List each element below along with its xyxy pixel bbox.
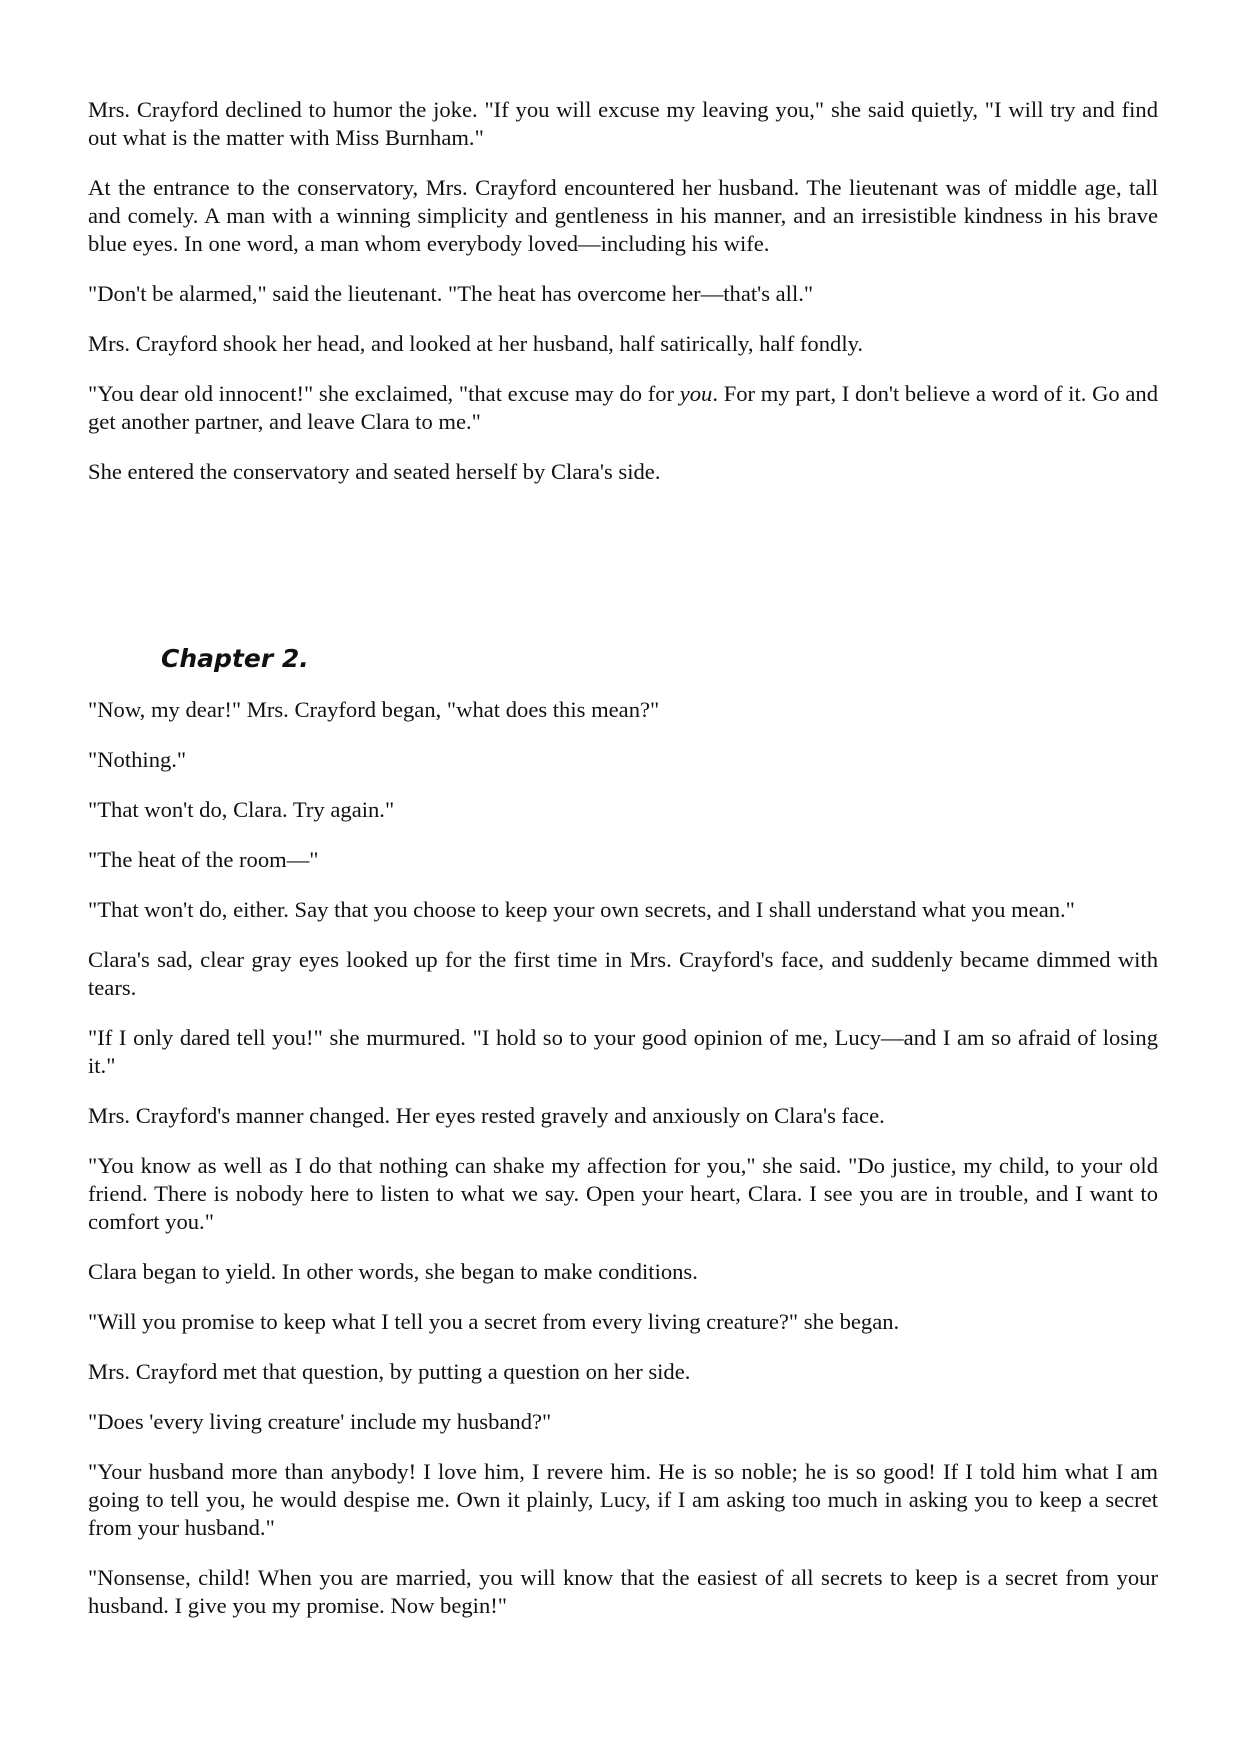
paragraph: "If I only dared tell you!" she murmured. "I hold so to your good opinion of me, Lucy—and I am so afraid of losing it." [88,1025,1158,1078]
paragraph: Clara began to yield. In other words, she began to make conditions. [88,1259,698,1284]
paragraph: "That won't do, either. Say that you choose to keep your own secrets, and I shall understand what you mean." [88,897,1075,922]
paragraph: "Don't be alarmed," said the lieutenant. "The heat has overcome her—that's all." [88,281,814,306]
paragraph: "Now, my dear!" Mrs. Crayford began, "what does this mean?" [88,697,660,722]
paragraph: "Nothing." [88,747,187,772]
paragraph: "The heat of the room—" [88,847,319,872]
paragraph: "Your husband more than anybody! I love him, I revere him. He is so noble; he is so good! If I told him what I am going to tell you, he would despise me. Own it plainly, Lucy, if I am asking too much in asking you to keep a secret from your husband." [88,1459,1158,1540]
chapter-heading: Chapter 2. [161,644,309,673]
paragraph-text: . For my part, I don't believe a word of it. Go and get another partner, and leave Clara to me." [88,381,1158,434]
paragraph: Mrs. Crayford shook her head, and looked at her husband, half satirically, half fondly. [88,331,864,356]
paragraph: "Will you promise to keep what I tell you a secret from every living creature?" she began. [88,1309,900,1334]
section-break [88,508,1158,644]
paragraph: Mrs. Crayford's manner changed. Her eyes rested gravely and anxiously on Clara's face. [88,1103,885,1128]
paragraph: "Nonsense, child! When you are married, you will know that the easiest of all secrets to keep is a secret from your husband. I give you my promise. Now begin!" [88,1565,1158,1618]
paragraph: Clara's sad, clear gray eyes looked up for the first time in Mrs. Crayford's face, and suddenly became dimmed with tears. [88,947,1158,1000]
paragraph-text: "You dear old innocent!" she exclaimed, "that excuse may do for [88,381,680,406]
paragraph: She entered the conservatory and seated herself by Clara's side. [88,459,661,484]
paragraph: "That won't do, Clara. Try again." [88,797,395,822]
document-page [88,96,1158,1642]
paragraph: "Does 'every living creature' include my husband?" [88,1409,552,1434]
paragraph: At the entrance to the conservatory, Mrs. Crayford encountered her husband. The lieutenant was of middle age, tall and comely. A man with a winning simplicity and gentleness in his manner, and an irresistible kindness in his brave blue eyes. In one word, a man whom everybody loved—including his wife. [88,175,1158,256]
paragraph: Mrs. Crayford declined to humor the joke. "If you will excuse my leaving you," she said quietly, "I will try and find out what is the matter with Miss Burnham." [88,97,1158,150]
paragraph: "You know as well as I do that nothing can shake my affection for you," she said. "Do justice, my child, to your old friend. There is nobody here to listen to what we say. Open your heart, Clara. I see you are in trouble, and I want to comfort you." [88,1153,1158,1234]
paragraph [88,380,1158,436]
emphasis-text: you [679,381,713,406]
paragraph: Mrs. Crayford met that question, by putting a question on her side. [88,1359,691,1384]
